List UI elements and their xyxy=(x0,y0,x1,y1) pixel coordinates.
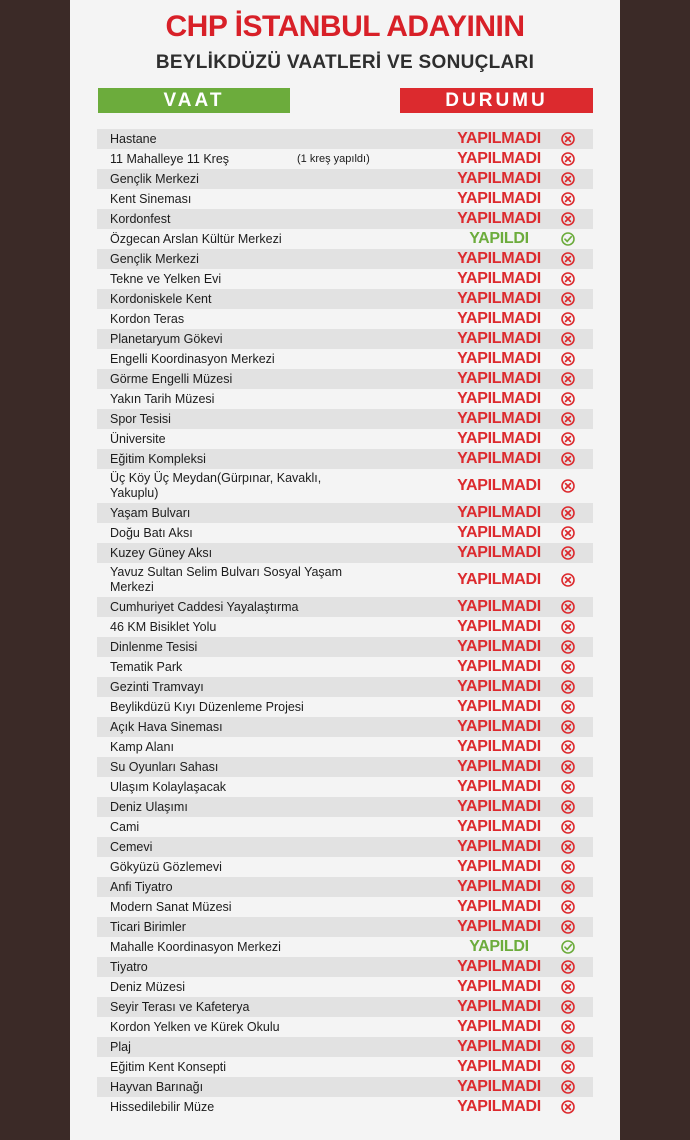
x-circle-icon xyxy=(561,573,575,587)
x-circle-icon xyxy=(561,212,575,226)
status-label: YAPILMADI xyxy=(457,571,541,588)
table-row xyxy=(97,309,593,329)
x-circle-icon xyxy=(561,800,575,814)
status-label: YAPILMADI xyxy=(457,958,541,975)
x-circle-icon xyxy=(561,526,575,540)
table-row xyxy=(97,677,593,697)
table-row xyxy=(97,897,593,917)
column-header-vaat: VAAT xyxy=(98,88,290,113)
status-label: YAPILDI xyxy=(469,230,529,247)
promise-name: Özgecan Arslan Kültür Merkezi xyxy=(110,231,282,246)
status-label: YAPILMADI xyxy=(457,210,541,227)
promise-name: Plaj xyxy=(110,1039,131,1054)
status-label: YAPILMADI xyxy=(457,504,541,521)
table-row xyxy=(97,657,593,677)
table-row xyxy=(97,917,593,937)
status-label: YAPILMADI xyxy=(457,477,541,494)
status-label: YAPILMADI xyxy=(457,1098,541,1115)
status-label: YAPILMADI xyxy=(457,410,541,427)
table-row xyxy=(97,149,593,169)
status-label: YAPILMADI xyxy=(457,818,541,835)
status-label: YAPILMADI xyxy=(457,598,541,615)
table-row xyxy=(97,129,593,149)
promise-name: Dinlenme Tesisi xyxy=(110,639,198,654)
promise-name: Tekne ve Yelken Evi xyxy=(110,271,222,286)
promise-name: Yavuz Sultan Selim Bulvarı Sosyal Yaşam Merkezi xyxy=(110,565,343,594)
promise-name: Gezinti Tramvayı xyxy=(110,679,204,694)
x-circle-icon xyxy=(561,760,575,774)
table-row xyxy=(97,717,593,737)
promise-name: Üniversite xyxy=(110,431,166,446)
status-label: YAPILMADI xyxy=(457,1078,541,1095)
status-label: YAPILMADI xyxy=(457,1038,541,1055)
table-row xyxy=(97,329,593,349)
table-row xyxy=(97,229,593,249)
status-label: YAPILMADI xyxy=(457,998,541,1015)
promise-name: Cumhuriyet Caddesi Yayalaştırma xyxy=(110,599,299,614)
table-row xyxy=(97,777,593,797)
x-circle-icon xyxy=(561,172,575,186)
x-circle-icon xyxy=(561,700,575,714)
x-circle-icon xyxy=(561,452,575,466)
table-row xyxy=(97,857,593,877)
status-label: YAPILMADI xyxy=(457,170,541,187)
table-row xyxy=(97,169,593,189)
table-row xyxy=(97,1017,593,1037)
promise-name: Yakın Tarih Müzesi xyxy=(110,391,215,406)
table-row xyxy=(97,209,593,229)
status-label: YAPILMADI xyxy=(457,290,541,307)
status-label: YAPILMADI xyxy=(457,898,541,915)
table-row xyxy=(97,817,593,837)
status-label: YAPILMADI xyxy=(457,430,541,447)
table-row xyxy=(97,757,593,777)
status-label: YAPILMADI xyxy=(457,978,541,995)
x-circle-icon xyxy=(561,1060,575,1074)
page-subtitle: BEYLİKDÜZÜ VAATLERİ VE SONUÇLARI xyxy=(155,52,535,73)
table-row xyxy=(97,837,593,857)
x-circle-icon xyxy=(561,506,575,520)
status-label: YAPILMADI xyxy=(457,130,541,147)
promise-name: Gençlik Merkezi xyxy=(110,251,199,266)
x-circle-icon xyxy=(561,1000,575,1014)
promise-name: Hayvan Barınağı xyxy=(110,1079,204,1094)
table-row xyxy=(97,637,593,657)
table-row xyxy=(97,449,593,469)
promise-name: Tematik Park xyxy=(110,659,183,674)
promise-name: 11 Mahalleye 11 Kreş xyxy=(110,151,230,166)
x-circle-icon xyxy=(561,660,575,674)
status-label: YAPILMADI xyxy=(457,718,541,735)
table-row xyxy=(97,289,593,309)
status-label: YAPILMADI xyxy=(457,330,541,347)
status-label: YAPILMADI xyxy=(457,150,541,167)
x-circle-icon xyxy=(561,600,575,614)
promise-name: Planetaryum Gökevi xyxy=(110,331,223,346)
x-circle-icon xyxy=(561,880,575,894)
table-row xyxy=(97,523,593,543)
table-row xyxy=(97,563,593,597)
status-label: YAPILMADI xyxy=(457,1058,541,1075)
x-circle-icon xyxy=(561,740,575,754)
x-circle-icon xyxy=(561,332,575,346)
x-circle-icon xyxy=(561,372,575,386)
x-circle-icon xyxy=(561,412,575,426)
promise-name: Gökyüzü Gözlemevi xyxy=(110,859,222,874)
promise-note: (1 kreş yapıldı) xyxy=(297,153,370,165)
x-circle-icon xyxy=(561,132,575,146)
x-circle-icon xyxy=(561,292,575,306)
status-label: YAPILMADI xyxy=(457,678,541,695)
x-circle-icon xyxy=(561,312,575,326)
promise-name: Kordon Teras xyxy=(110,311,185,326)
promise-name: Anfi Tiyatro xyxy=(110,879,173,894)
promise-name: Mahalle Koordinasyon Merkezi xyxy=(110,939,281,954)
promise-name: Ticari Birimler xyxy=(110,919,186,934)
promise-name: Spor Tesisi xyxy=(110,411,171,426)
table-row xyxy=(97,797,593,817)
promise-name: Tiyatro xyxy=(110,959,148,974)
x-circle-icon xyxy=(561,546,575,560)
status-label: YAPILMADI xyxy=(457,918,541,935)
status-label: YAPILMADI xyxy=(457,370,541,387)
x-circle-icon xyxy=(561,840,575,854)
status-label: YAPILMADI xyxy=(457,270,541,287)
status-label: YAPILMADI xyxy=(457,310,541,327)
status-label: YAPILDI xyxy=(469,938,529,955)
x-circle-icon xyxy=(561,1040,575,1054)
status-label: YAPILMADI xyxy=(457,190,541,207)
promise-name: Ulaşım Kolaylaşacak xyxy=(110,779,227,794)
x-circle-icon xyxy=(561,272,575,286)
table-row xyxy=(97,543,593,563)
promise-name: Gençlik Merkezi xyxy=(110,171,199,186)
infographic-sheet xyxy=(70,0,620,1140)
promise-name: Beylikdüzü Kıyı Düzenleme Projesi xyxy=(110,699,304,714)
x-circle-icon xyxy=(561,479,575,493)
table-row xyxy=(97,697,593,717)
x-circle-icon xyxy=(561,152,575,166)
table-row xyxy=(97,977,593,997)
promise-name: Modern Sanat Müzesi xyxy=(110,899,232,914)
table-row xyxy=(97,997,593,1017)
check-circle-icon xyxy=(561,232,575,246)
promise-name: Yaşam Bulvarı xyxy=(110,505,191,520)
status-label: YAPILMADI xyxy=(457,450,541,467)
promise-name: Su Oyunları Sahası xyxy=(110,759,219,774)
status-label: YAPILMADI xyxy=(457,738,541,755)
status-label: YAPILMADI xyxy=(457,758,541,775)
status-label: YAPILMADI xyxy=(457,778,541,795)
promise-name: Kordoniskele Kent xyxy=(110,291,212,306)
x-circle-icon xyxy=(561,252,575,266)
x-circle-icon xyxy=(561,432,575,446)
promise-name: Doğu Batı Aksı xyxy=(110,525,193,540)
promise-name: 46 KM Bisiklet Yolu xyxy=(110,619,217,634)
promise-name: Kordon Yelken ve Kürek Okulu xyxy=(110,1019,280,1034)
status-label: YAPILMADI xyxy=(457,838,541,855)
promise-name: Deniz Müzesi xyxy=(110,979,186,994)
x-circle-icon xyxy=(561,980,575,994)
promise-name: Seyir Terası ve Kafeterya xyxy=(110,999,250,1014)
status-label: YAPILMADI xyxy=(457,1018,541,1035)
status-label: YAPILMADI xyxy=(457,798,541,815)
x-circle-icon xyxy=(561,860,575,874)
column-header-durum: DURUMU xyxy=(400,88,593,113)
x-circle-icon xyxy=(561,620,575,634)
table-row xyxy=(97,1077,593,1097)
x-circle-icon xyxy=(561,720,575,734)
promise-name: Cami xyxy=(110,819,140,834)
status-label: YAPILMADI xyxy=(457,250,541,267)
x-circle-icon xyxy=(561,960,575,974)
status-label: YAPILMADI xyxy=(457,858,541,875)
promise-name: Hissedilebilir Müze xyxy=(110,1099,215,1114)
table-row xyxy=(97,957,593,977)
table-row xyxy=(97,1057,593,1077)
status-label: YAPILMADI xyxy=(457,390,541,407)
status-label: YAPILMADI xyxy=(457,658,541,675)
table-row xyxy=(97,249,593,269)
promise-name: Üç Köy Üç Meydan(Gürpınar, Kavaklı, Yakuplu) xyxy=(110,471,322,500)
table-row xyxy=(97,189,593,209)
x-circle-icon xyxy=(561,900,575,914)
promise-name: Açık Hava Sineması xyxy=(110,719,223,734)
promise-name: Kent Sineması xyxy=(110,191,192,206)
x-circle-icon xyxy=(561,392,575,406)
table-row xyxy=(97,877,593,897)
page-title: CHP İSTANBUL ADAYININ xyxy=(165,10,525,43)
x-circle-icon xyxy=(561,920,575,934)
table-row xyxy=(97,409,593,429)
promise-name: Engelli Koordinasyon Merkezi xyxy=(110,351,275,366)
table-row xyxy=(97,937,593,957)
x-circle-icon xyxy=(561,1080,575,1094)
x-circle-icon xyxy=(561,820,575,834)
x-circle-icon xyxy=(561,780,575,794)
x-circle-icon xyxy=(561,192,575,206)
promise-name: Kuzey Güney Aksı xyxy=(110,545,213,560)
table-row xyxy=(97,349,593,369)
promise-name: Deniz Ulaşımı xyxy=(110,799,188,814)
table-row xyxy=(97,597,593,617)
table-row xyxy=(97,1037,593,1057)
table-row xyxy=(97,503,593,523)
table-row xyxy=(97,617,593,637)
table-row xyxy=(97,269,593,289)
status-label: YAPILMADI xyxy=(457,350,541,367)
check-circle-icon xyxy=(561,940,575,954)
status-label: YAPILMADI xyxy=(457,698,541,715)
status-label: YAPILMADI xyxy=(457,524,541,541)
table-row xyxy=(97,369,593,389)
x-circle-icon xyxy=(561,1100,575,1114)
table-row xyxy=(97,389,593,409)
promise-name: Kamp Alanı xyxy=(110,739,174,754)
x-circle-icon xyxy=(561,680,575,694)
table-row xyxy=(97,429,593,449)
table-row xyxy=(97,737,593,757)
promise-name: Kordonfest xyxy=(110,211,171,226)
status-label: YAPILMADI xyxy=(457,544,541,561)
status-label: YAPILMADI xyxy=(457,618,541,635)
promise-name: Eğitim Kompleksi xyxy=(110,451,206,466)
promise-name: Eğitim Kent Konsepti xyxy=(110,1059,227,1074)
x-circle-icon xyxy=(561,1020,575,1034)
status-label: YAPILMADI xyxy=(457,638,541,655)
x-circle-icon xyxy=(561,640,575,654)
x-circle-icon xyxy=(561,352,575,366)
status-label: YAPILMADI xyxy=(457,878,541,895)
promise-name: Görme Engelli Müzesi xyxy=(110,371,233,386)
table-row xyxy=(97,1097,593,1117)
promise-name: Hastane xyxy=(110,131,157,146)
promise-name: Cemevi xyxy=(110,839,153,854)
table-row xyxy=(97,469,593,503)
